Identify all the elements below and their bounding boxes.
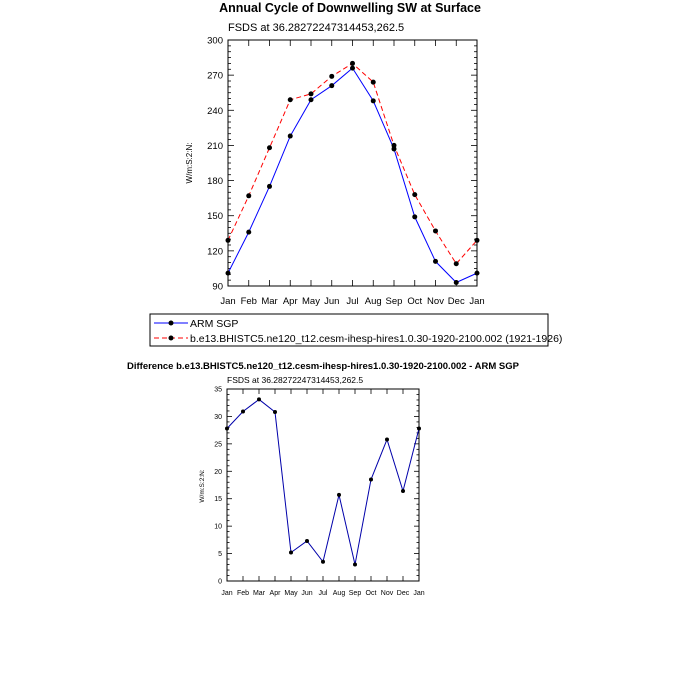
x-tick-label: Jun — [301, 590, 313, 597]
series-lines — [228, 63, 477, 282]
data-point — [475, 271, 480, 276]
x-tick-label: Sep — [348, 590, 362, 597]
data-point — [246, 230, 251, 235]
data-point — [329, 74, 334, 79]
plot-frame — [228, 40, 477, 286]
data-point — [273, 410, 277, 414]
data-point — [267, 184, 272, 189]
x-tick-label: Feb — [236, 590, 250, 597]
y-tick-label: 15 — [214, 496, 222, 504]
y-tick-label: 90 — [212, 281, 223, 293]
data-point — [289, 550, 293, 554]
y-tick-label: 120 — [207, 246, 223, 258]
data-point — [246, 193, 251, 198]
diff-chart-subtitle: FSDS at 36.28272247314453,262.5 — [227, 375, 364, 385]
x-tick-label: Jan — [413, 590, 425, 597]
x-tick-label: Jun — [324, 296, 340, 307]
x-tick-label: Apr — [282, 296, 298, 307]
data-point — [329, 83, 334, 88]
data-point — [454, 261, 459, 266]
x-tick-label: Mar — [252, 590, 266, 597]
x-tick-label: Jan — [469, 296, 485, 307]
x-tick-label: Jul — [346, 296, 359, 307]
data-point — [288, 97, 293, 102]
x-tick-label: Oct — [407, 296, 423, 307]
y-tick-label: 210 — [207, 140, 223, 152]
data-point — [321, 560, 325, 564]
x-tick-label: Apr — [269, 590, 281, 597]
series-points — [226, 61, 480, 285]
data-point — [267, 145, 272, 150]
data-point — [401, 489, 405, 493]
x-tick-label: May — [302, 296, 320, 307]
x-tick-label: Jan — [221, 590, 233, 597]
chart-title: Annual Cycle of Downwelling SW at Surface — [219, 1, 481, 15]
data-point — [371, 98, 376, 103]
data-point — [417, 426, 421, 430]
x-tick-label: Aug — [364, 296, 382, 307]
data-point — [350, 61, 355, 66]
diff-y-tick-labels — [214, 387, 222, 586]
diff-x-tick-labels — [221, 590, 424, 597]
y-tick-label: 30 — [214, 413, 222, 421]
x-tick-label: Mar — [261, 296, 278, 307]
data-point — [371, 80, 376, 85]
data-point — [350, 66, 355, 71]
series-line-0 — [227, 399, 419, 564]
x-tick-label: Jan — [220, 296, 236, 307]
annual-cycle-chart — [185, 1, 485, 307]
data-point — [241, 409, 245, 413]
diff-axis-ticks — [227, 389, 419, 581]
diff-chart-title: Difference b.e13.BHISTC5.ne120_t12.cesm-ihesp-hires1.0.30-1920-2100.002 - ARM SGP — [127, 361, 519, 372]
y-tick-label: 0 — [218, 578, 222, 586]
x-tick-label: Dec — [447, 296, 465, 307]
data-point — [226, 238, 231, 243]
data-point — [454, 280, 459, 285]
y-tick-labels — [207, 36, 223, 293]
difference-chart — [127, 361, 520, 597]
data-point — [225, 426, 229, 430]
x-tick-label: Feb — [240, 296, 257, 307]
x-tick-label: Nov — [380, 590, 394, 597]
y-tick-label: 150 — [207, 211, 223, 223]
data-point — [412, 192, 417, 197]
data-point — [353, 563, 357, 567]
y-tick-label: 240 — [207, 105, 223, 117]
data-point — [309, 97, 314, 102]
legend-marker-arm — [169, 321, 174, 326]
data-point — [412, 214, 417, 219]
series-line-0 — [228, 68, 477, 282]
y-tick-label: 25 — [214, 441, 222, 449]
legend-marker-model — [169, 336, 174, 341]
x-tick-label: Dec — [396, 590, 410, 597]
x-tick-label: May — [284, 590, 298, 597]
y-tick-label: 300 — [207, 35, 223, 47]
data-point — [392, 143, 397, 148]
x-tick-label: Nov — [427, 296, 444, 307]
x-tick-label: Oct — [365, 590, 377, 597]
y-axis-label: W/m:S:2:N: — [185, 142, 194, 184]
axis-ticks — [228, 40, 477, 286]
data-point — [309, 91, 314, 96]
x-tick-label: Jul — [318, 590, 328, 597]
y-tick-label: 270 — [207, 70, 223, 82]
y-tick-label: 5 — [218, 551, 222, 559]
y-tick-label: 180 — [207, 176, 223, 188]
data-point — [305, 539, 309, 543]
data-point — [433, 228, 438, 233]
data-point — [369, 478, 373, 482]
y-tick-label: 35 — [214, 386, 222, 394]
y-tick-label: 20 — [214, 468, 222, 476]
x-tick-labels — [220, 296, 484, 307]
data-point — [475, 238, 480, 243]
series-line-1 — [228, 63, 477, 263]
data-point — [288, 134, 293, 139]
x-tick-label: Sep — [385, 296, 403, 307]
legend-label-arm: ARM SGP — [190, 318, 239, 330]
diff-plot-frame — [227, 389, 419, 581]
diff-y-axis-label: W/m:S:2:N: — [199, 469, 206, 503]
diff-series-points — [225, 397, 421, 566]
data-point — [226, 271, 231, 276]
data-point — [385, 437, 389, 441]
legend — [150, 314, 562, 346]
chart-subtitle: FSDS at 36.28272247314453,262.5 — [228, 22, 405, 34]
x-tick-label: Aug — [332, 590, 346, 597]
data-point — [337, 493, 341, 497]
data-point — [433, 259, 438, 264]
data-point — [257, 397, 261, 401]
diff-series-lines — [227, 399, 419, 564]
legend-label-model: b.e13.BHISTC5.ne120_t12.cesm-ihesp-hires1.0.30-1920-2100.002 (1921-1926) — [190, 333, 563, 345]
y-tick-label: 10 — [214, 523, 222, 531]
